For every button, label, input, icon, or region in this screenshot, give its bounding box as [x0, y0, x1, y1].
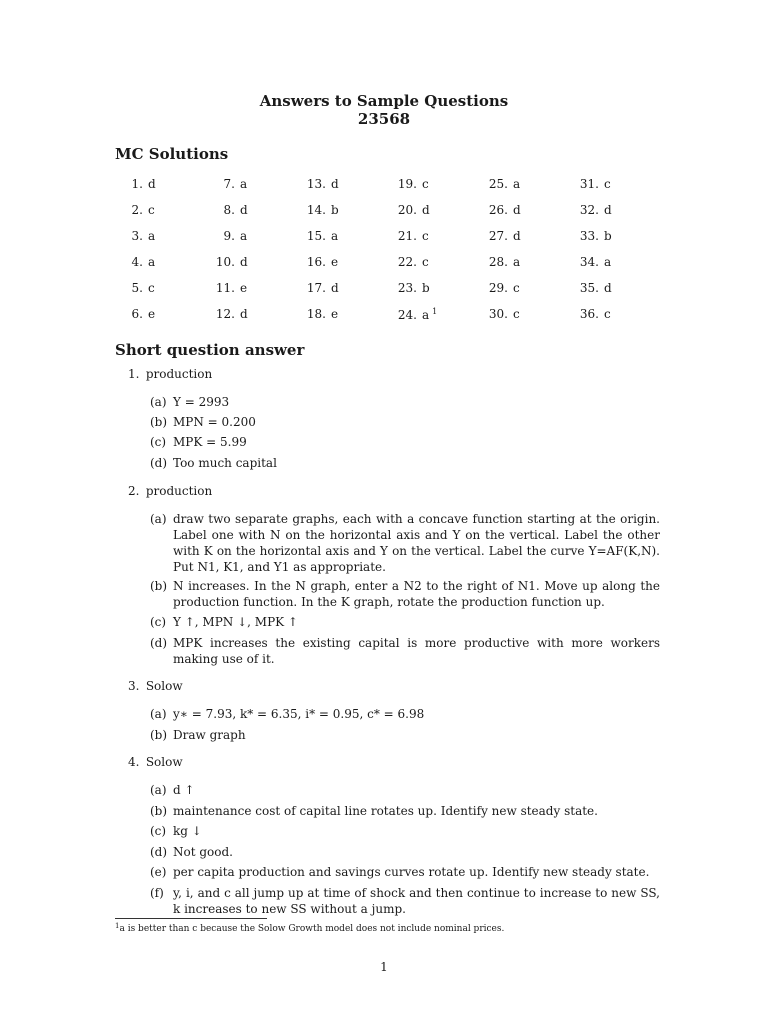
- mc-answer: 34. a: [579, 255, 612, 269]
- answer-item: (a) Y = 2993: [150, 395, 230, 409]
- page-number: 1: [380, 960, 388, 974]
- answer-item: (a) draw two separate graphs, each with a concave function starting at the origin. Label one with N on the horizontal axis and Y on the vertical. Label the other with K on the horizontal axis and Y on the vertical. Label the curve Y=AF(K,N). Put N1, K1, and Y1 as appropriate.: [150, 512, 660, 574]
- mc-answer: 2. c: [131, 203, 155, 217]
- answer-item: (b) Draw graph: [150, 728, 246, 742]
- document-title: Answers to Sample Questions: [259, 92, 509, 110]
- question-title: 2. production: [128, 484, 213, 498]
- mc-answer: 15. a: [306, 229, 339, 243]
- footnote-marker: 1: [432, 307, 438, 316]
- mc-answer: 20. d: [397, 203, 430, 217]
- answer-item: (c) MPK = 5.99: [150, 435, 247, 449]
- mc-answer: 13. d: [306, 177, 339, 191]
- answer-item: (b) N increases. In the N graph, enter a N2 to the right of N1. Move up along the production function. In the K graph, rotate the production function up.: [150, 579, 660, 609]
- question-title: 4. Solow: [128, 755, 183, 769]
- mc-answer: 3. a: [131, 229, 156, 243]
- mc-answer: 26. d: [488, 203, 521, 217]
- mc-answer: 14. b: [306, 203, 339, 217]
- mc-answer: 1. d: [131, 177, 156, 191]
- mc-answer: 4. a: [131, 255, 156, 269]
- mc-answer: 12. d: [215, 307, 248, 321]
- mc-answer: 29. c: [488, 281, 520, 295]
- answer-item: (a) d ↑: [150, 783, 195, 797]
- mc-answer: 31. c: [579, 177, 611, 191]
- short-answer-heading: Short question answer: [115, 341, 305, 359]
- answer-item: (e) per capita production and savings curves rotate up. Identify new steady state.: [150, 865, 650, 879]
- mc-answer: 10. d: [215, 255, 248, 269]
- mc-answer: 6. e: [131, 307, 156, 321]
- mc-answer: 16. e: [306, 255, 339, 269]
- answer-item: (d) Too much capital: [150, 456, 277, 470]
- mc-answer: 11. e: [215, 281, 248, 295]
- mc-answer: 32. d: [579, 203, 612, 217]
- mc-answer: 18. e: [306, 307, 339, 321]
- answer-item: (b) MPN = 0.200: [150, 415, 256, 429]
- mc-answer: 25. a: [488, 177, 521, 191]
- mc-answer: 33. b: [579, 229, 612, 243]
- answer-item: (d) MPK increases the existing capital is more productive with more workers making use of it.: [150, 636, 660, 666]
- mc-answer: 22. c: [397, 255, 429, 269]
- question-title: 1. production: [128, 367, 213, 381]
- footnote: $^1$a is better than c because the Solow Growth model does not include nominal prices.: [115, 922, 505, 934]
- mc-answer: 35. d: [579, 281, 612, 295]
- mc-answer: 5. c: [131, 281, 155, 295]
- mc-answer: 7. a: [223, 177, 248, 191]
- mc-answer: 27. d: [488, 229, 521, 243]
- answer-item: (c) kg ↓: [150, 824, 202, 838]
- mc-answer: 17. d: [306, 281, 339, 295]
- mc-answer: 36. c: [579, 307, 611, 321]
- answer-item: (a) y∗ = 7.93, k* = 6.35, i* = 0.95, c* = 6.98: [150, 707, 425, 721]
- mc-heading: MC Solutions: [115, 145, 229, 163]
- mc-answer: 28. a: [488, 255, 521, 269]
- answer-item: (b) maintenance cost of capital line rotates up. Identify new steady state.: [150, 804, 598, 818]
- mc-answer: 8. d: [223, 203, 248, 217]
- mc-answer: 23. b: [397, 281, 430, 295]
- answer-item: (f) y, i, and c all jump up at time of shock and then continue to increase to new SS, k increases to new SS without a jump.: [150, 886, 660, 916]
- mc-answer: 19. c: [397, 177, 429, 191]
- footnote-rule: [115, 918, 267, 919]
- course-number: 23568: [357, 110, 411, 128]
- answer-item: (d) Not good.: [150, 845, 233, 859]
- mc-answer: 9. a: [223, 229, 248, 243]
- mc-answer: 24. a $^1$: [397, 307, 438, 322]
- question-title: 3. Solow: [128, 679, 183, 693]
- answer-item: (c) Y ↑, MPN ↓, MPK ↑: [150, 615, 298, 629]
- mc-answer: 30. c: [488, 307, 520, 321]
- mc-answer: 21. c: [397, 229, 429, 243]
